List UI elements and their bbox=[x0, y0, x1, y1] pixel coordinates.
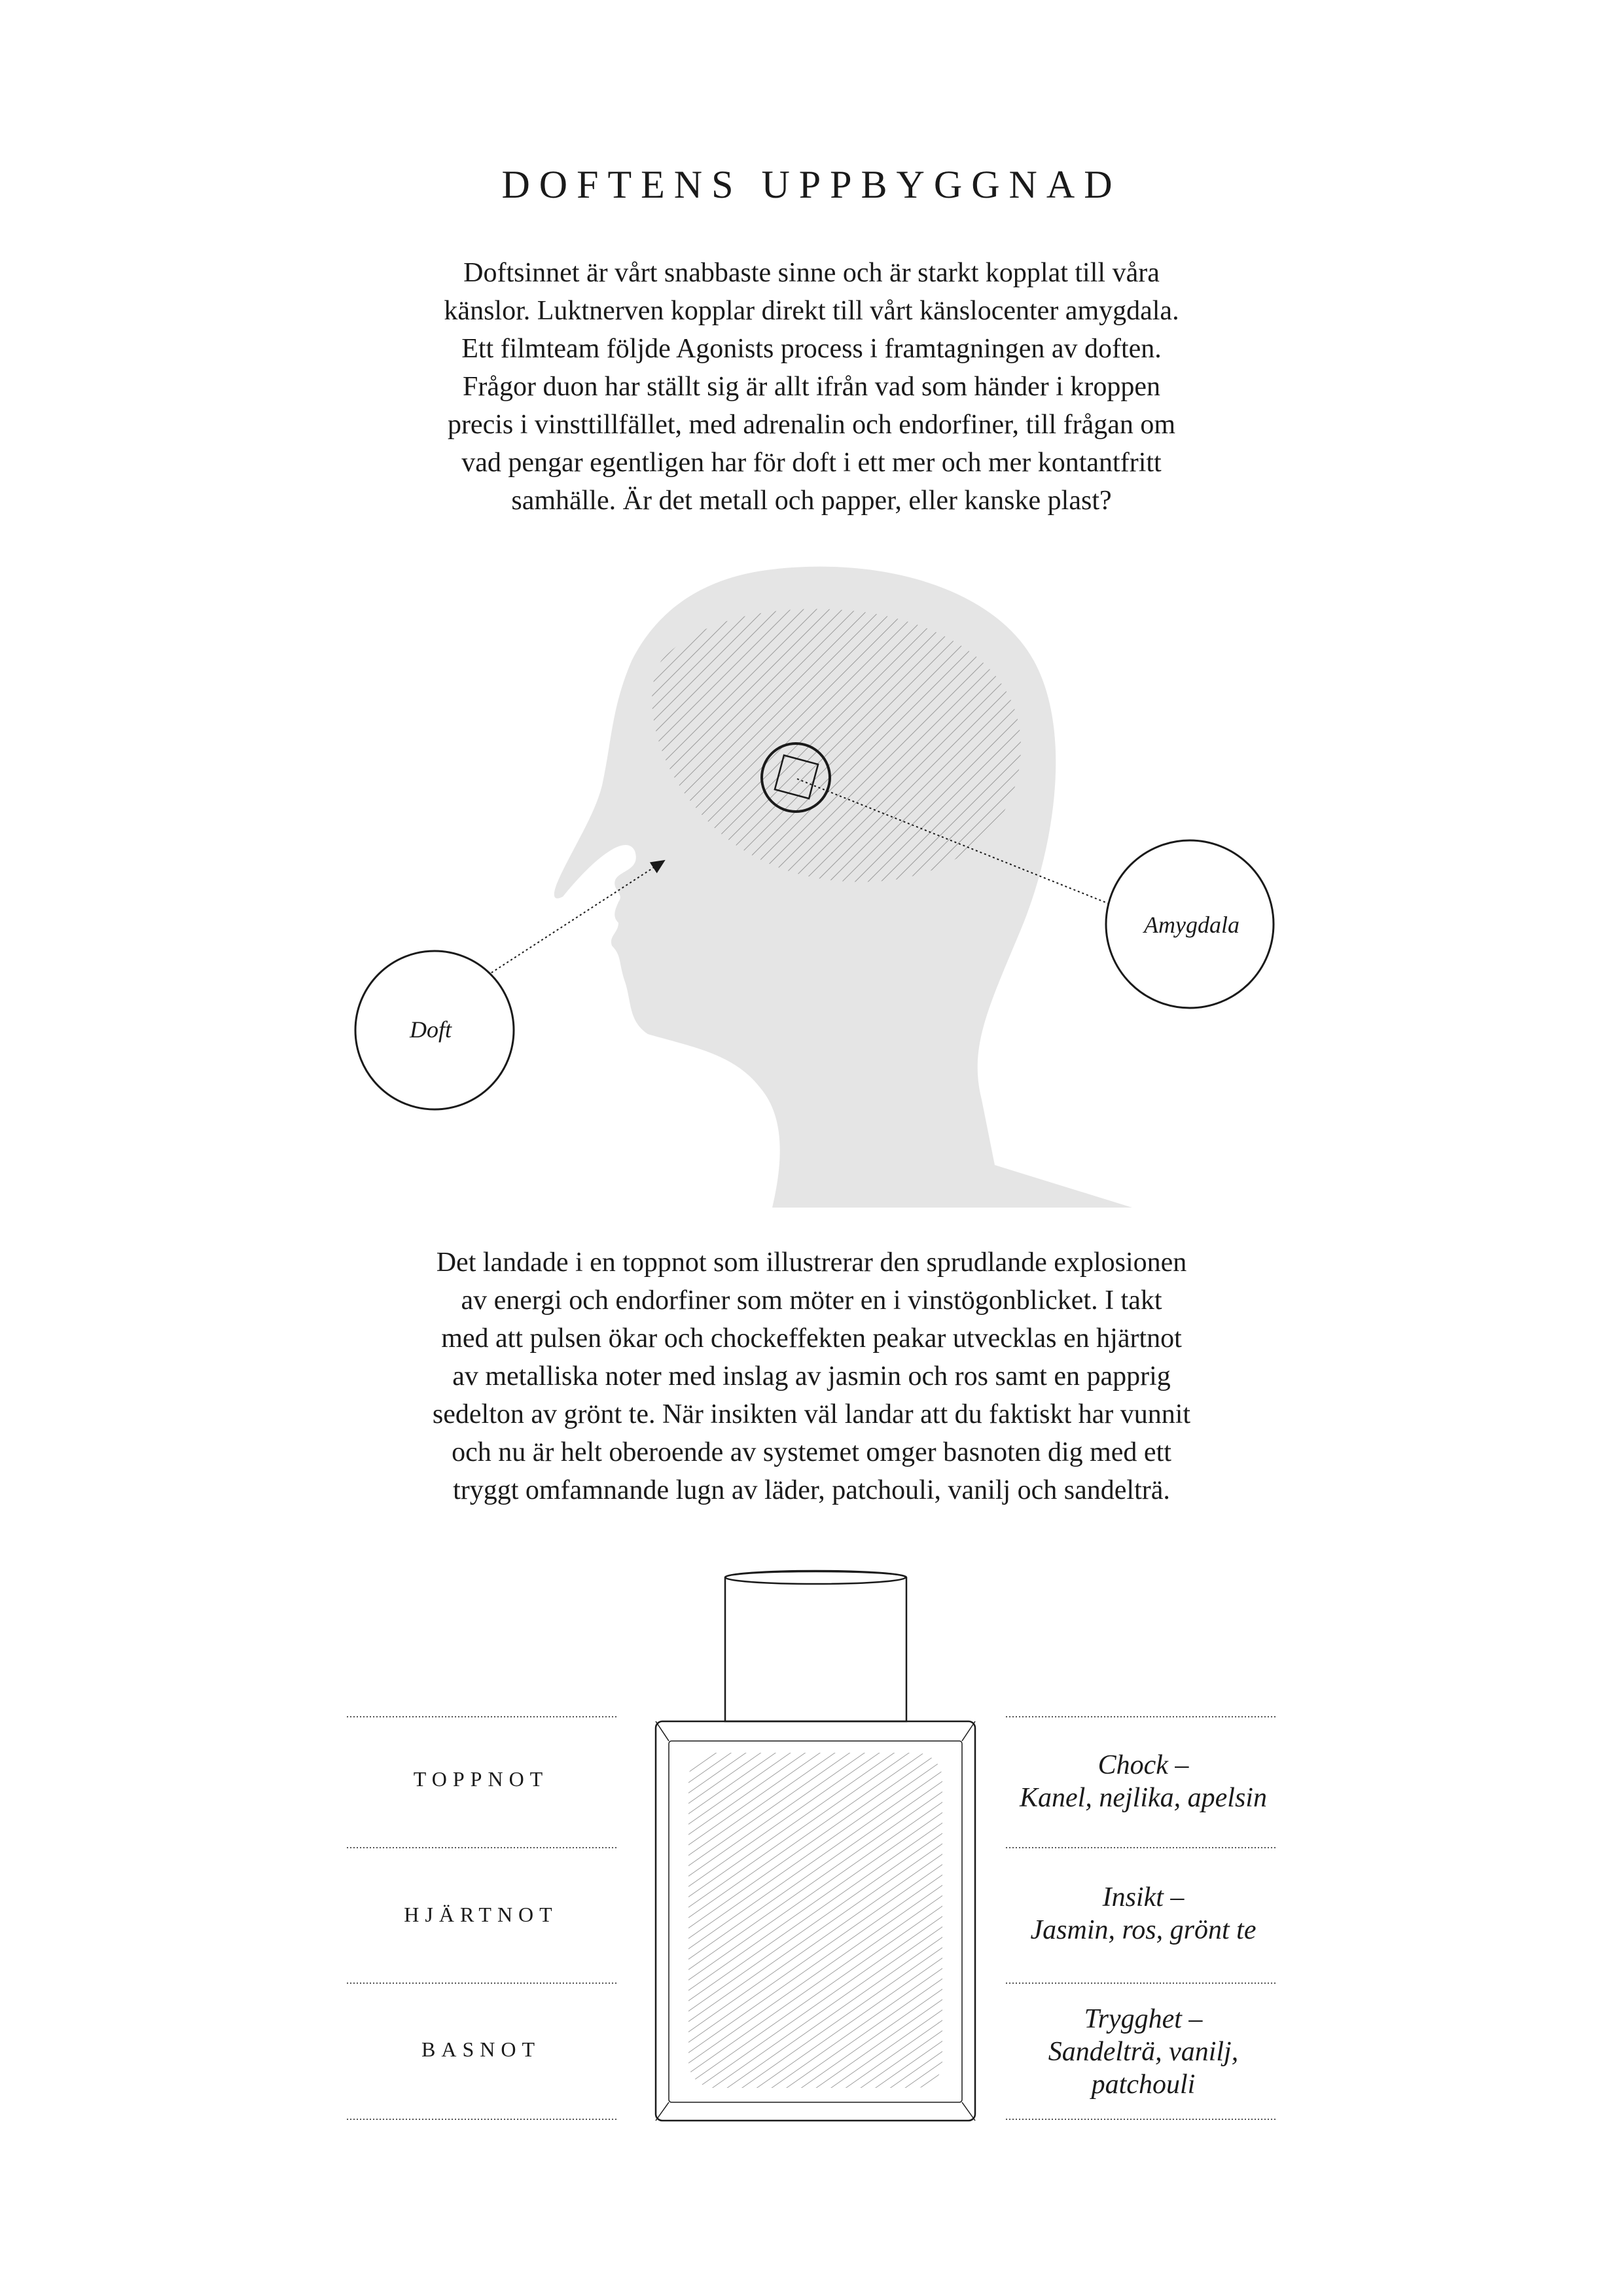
amygdala-label: Amygdala bbox=[1144, 912, 1240, 938]
note-desc-line: Insikt – bbox=[1102, 1882, 1185, 1912]
intro-line: Frågor duon har ställt sig är allt ifrån vad som händer i kroppen bbox=[462, 372, 1161, 402]
page-title: DOFTENS UPPBYGGNAD bbox=[501, 163, 1122, 206]
note-label-toppnot: TOPPNOT bbox=[413, 1767, 549, 1791]
body-paragraph bbox=[353, 1244, 1270, 1509]
note-desc-hjartnot bbox=[1006, 1881, 1281, 1946]
note-desc-line: patchouli bbox=[1091, 2070, 1196, 2100]
note-label-hjartnot: HJÄRTNOT bbox=[404, 1903, 558, 1926]
body-line: sedelton av grönt te. När insikten väl landar att du faktiskt har vunnit bbox=[432, 1399, 1191, 1429]
bottle-liquid bbox=[688, 1753, 942, 2088]
bottle-cap bbox=[725, 1571, 906, 1721]
intro-line: samhälle. Är det metall och papper, eller kanske plast? bbox=[511, 486, 1112, 516]
note-desc-basnot bbox=[1006, 2003, 1281, 2101]
note-desc-line: Jasmin, ros, grönt te bbox=[1030, 1915, 1257, 1945]
note-desc-toppnot bbox=[1006, 1749, 1281, 1814]
body-line: tryggt omfamnande lugn av läder, patchouli, vanilj och sandelträ. bbox=[453, 1475, 1170, 1505]
intro-line: känslor. Luktnerven kopplar direkt till vårt känslocenter amygdala. bbox=[444, 296, 1179, 326]
body-line: av metalliska noter med inslag av jasmin och ros samt en papprig bbox=[452, 1361, 1171, 1391]
intro-line: Ett filmteam följde Agonists process i framtagningen av doften. bbox=[461, 334, 1162, 364]
intro-line: precis i vinsttillfället, med adrenalin och endorfiner, till frågan om bbox=[447, 410, 1176, 440]
bottle-cap-top bbox=[725, 1571, 906, 1584]
note-desc-line: Trygghet – bbox=[1084, 2004, 1203, 2034]
intro-line: Doftsinnet är vårt snabbaste sinne och är starkt kopplat till våra bbox=[463, 258, 1160, 288]
note-label-basnot: BASNOT bbox=[421, 2037, 541, 2061]
body-line: Det landade i en toppnot som illustrerar den sprudlande explosionen bbox=[436, 1247, 1187, 1278]
body-line: av energi och endorfiner som möter en i vinstögonblicket. I takt bbox=[461, 1285, 1162, 1316]
note-desc-line: Chock – bbox=[1097, 1750, 1189, 1780]
body-line: och nu är helt oberoende av systemet omger basnoten dig med ett bbox=[452, 1437, 1171, 1467]
intro-line: vad pengar egentligen har för doft i ett mer och mer kontantfritt bbox=[461, 448, 1162, 478]
note-desc-line: Sandelträ, vanilj, bbox=[1048, 2037, 1239, 2067]
body-line: med att pulsen ökar och chockeffekten peakar utvecklas en hjärtnot bbox=[441, 1323, 1182, 1354]
note-desc-line: Kanel, nejlika, apelsin bbox=[1020, 1783, 1267, 1813]
doft-label: Doft bbox=[410, 1016, 452, 1043]
